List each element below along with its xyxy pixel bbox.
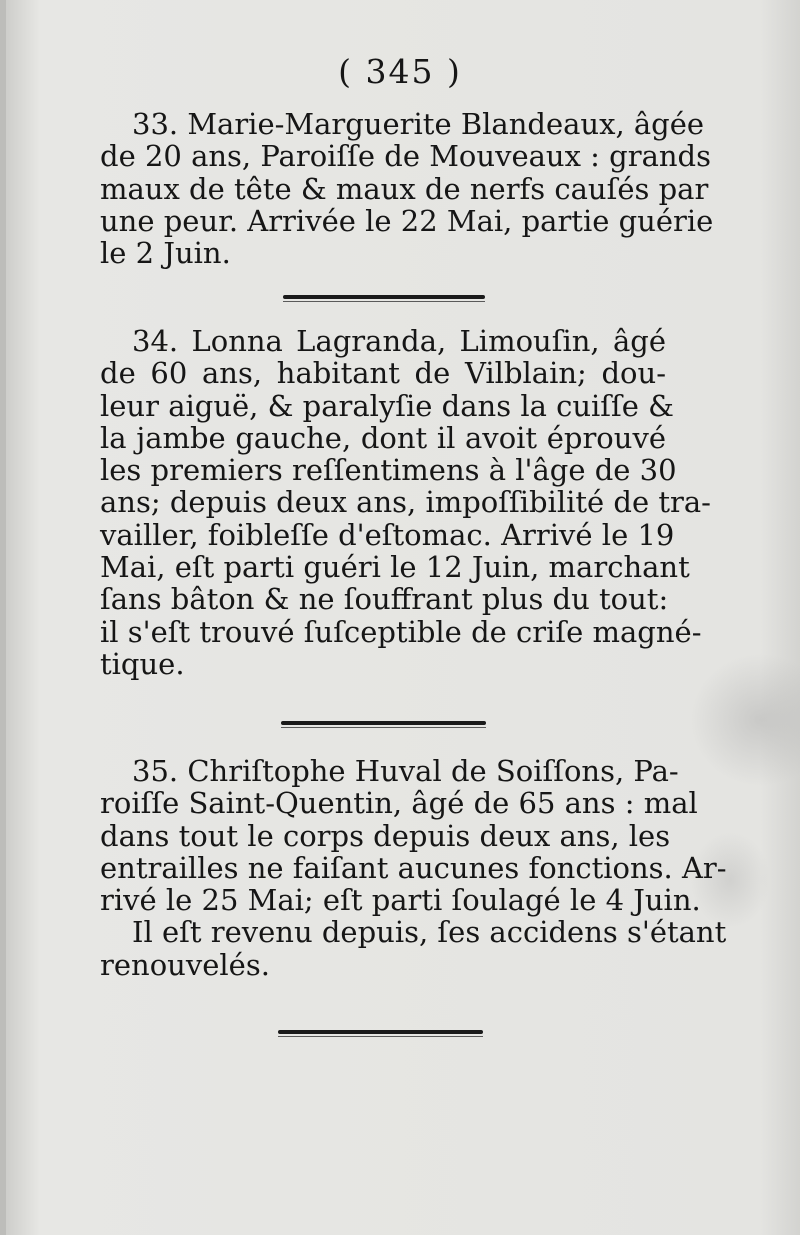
entry-line: il s'eſt trouvé ſuſceptible de criſe magné- (100, 614, 702, 649)
entry-line: ſans bâton & ne ſouffrant plus du tout: (100, 582, 669, 617)
page-number: ( 345 ) (338, 52, 462, 91)
entry-line: 34. Lonna Lagranda, Limouſin, âgé (132, 324, 666, 358)
entry-33 (100, 107, 714, 271)
entry-line: de 20 ans, Paroiſſe de Mouveaux : grands (100, 139, 711, 174)
entry-line: la jambe gauche, dont il avoit éprouvé (100, 420, 666, 455)
entry-line: 33. Marie-Marguerite Blandeaux, âgée (132, 107, 705, 141)
entry-34 (100, 324, 711, 681)
entry-line: vailler, foibleſſe d'eſtomac. Arrivé le 19 (100, 517, 675, 552)
entry-line: les premiers reſſentimens à l'âge de 30 (100, 453, 677, 488)
entry-line: de 60 ans, habitant de Vilblain; dou- (100, 356, 666, 391)
entry-line: tique. (100, 646, 185, 681)
entry-line: 35. Chriſtophe Huval de Soiſſons, Pa- (132, 754, 679, 788)
separator-rule (278, 1030, 483, 1034)
entry-line: roiſſe Saint-Quentin, âgé de 65 ans : mal (100, 786, 698, 821)
entry-line: maux de tête & maux de nerfs cauſés par (100, 171, 709, 206)
entry-35 (100, 754, 727, 982)
entry-line: Il eſt revenu depuis, ſes accidens s'étant (132, 915, 727, 950)
entry-line: une peur. Arrivée le 22 Mai, partie guérie (100, 203, 714, 238)
separator-rule (283, 295, 485, 299)
page-edge (0, 0, 6, 1235)
entry-line: entrailles ne faiſant aucunes fonctions. Ar- (100, 850, 727, 885)
entry-line: le 2 Juin. (100, 236, 231, 271)
entry-line: Mai, eſt parti guéri le 12 Juin, marchant (100, 550, 690, 585)
entry-line: ans; depuis deux ans, impoſſibilité de tra- (100, 485, 711, 520)
entry-line: leur aiguë, & paralyſie dans la cuiſſe & (100, 388, 674, 423)
entry-line: renouvelés. (100, 947, 270, 982)
separator-rule (281, 721, 486, 725)
entry-line: rivé le 25 Mai; eſt parti ſoulagé le 4 Juin. (100, 883, 701, 918)
entry-line: dans tout le corps depuis deux ans, les (100, 818, 671, 853)
